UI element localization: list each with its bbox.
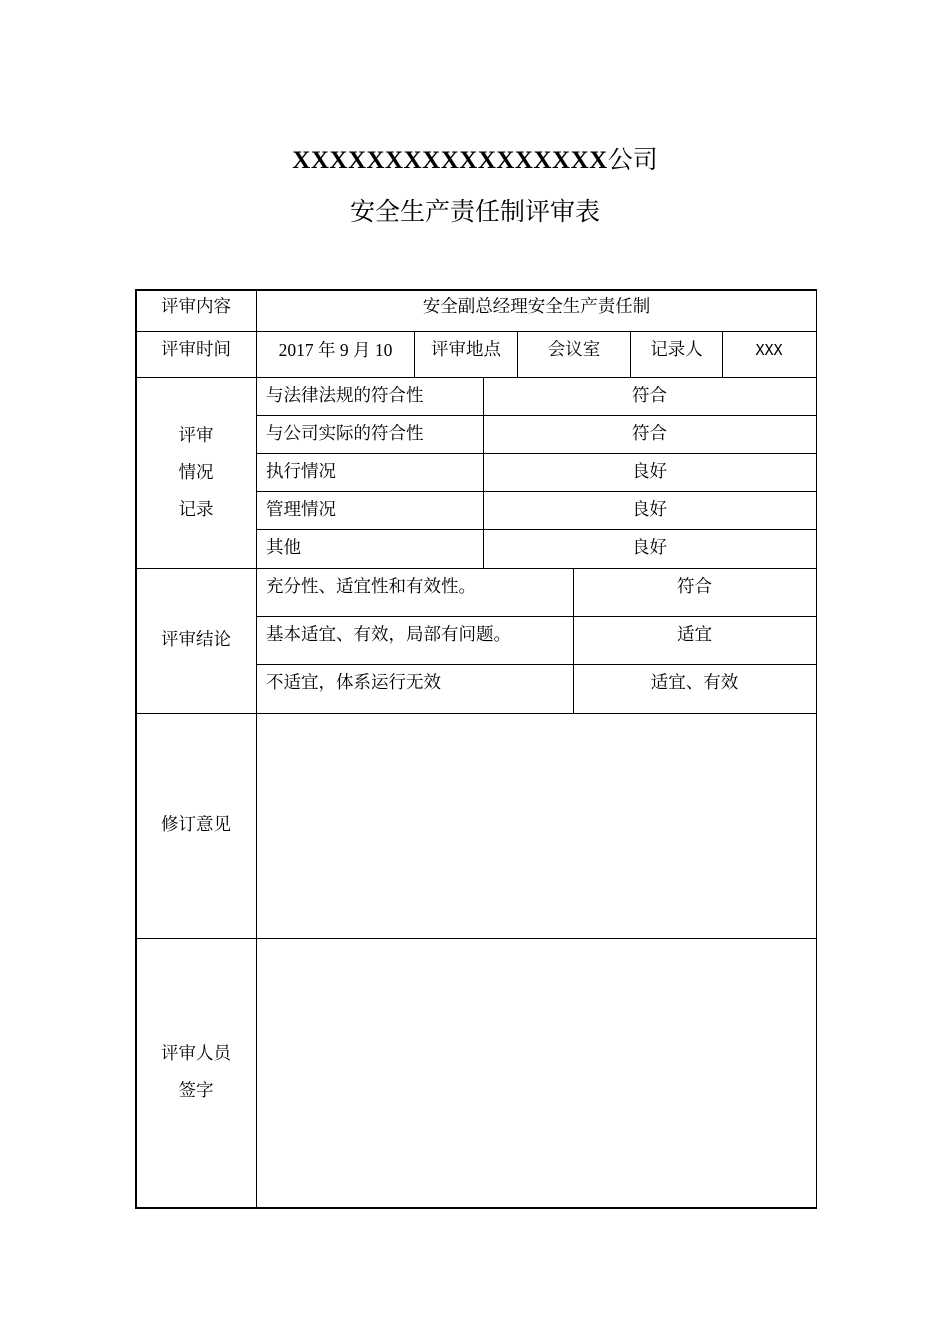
record-item: 执行情况 bbox=[266, 462, 336, 482]
table-border bbox=[135, 289, 817, 291]
time-value: 2017 年 9 月 10 bbox=[278, 340, 393, 360]
place-label: 评审地点 bbox=[431, 340, 501, 360]
revision-label: 修订意见 bbox=[161, 815, 231, 835]
signature-label-line2: 签字 bbox=[178, 1081, 214, 1101]
record-result: 良好 bbox=[632, 500, 667, 520]
record-label-line1: 评审 bbox=[178, 426, 214, 446]
signature-field[interactable] bbox=[257, 939, 815, 1207]
table-border bbox=[256, 415, 817, 416]
record-result: 符合 bbox=[632, 424, 667, 444]
conclusion-item: 充分性、适宜性和有效性。 bbox=[266, 577, 476, 597]
record-label-line3: 记录 bbox=[178, 500, 214, 520]
recorder-label: 记录人 bbox=[650, 340, 703, 360]
conclusion-item: 基本适宜、有效，局部有问题。 bbox=[266, 625, 511, 645]
record-result: 符合 bbox=[632, 386, 667, 406]
record-result: 良好 bbox=[632, 462, 667, 482]
record-item: 与法律法规的符合性 bbox=[266, 386, 424, 406]
time-label: 评审时间 bbox=[161, 340, 231, 360]
table-border bbox=[256, 616, 817, 617]
record-item: 管理情况 bbox=[266, 500, 336, 520]
record-result: 良好 bbox=[632, 538, 667, 558]
place-value: 会议室 bbox=[547, 340, 601, 360]
form-title: 安全生产责任制评审表 bbox=[349, 197, 600, 226]
conclusion-result: 适宜 bbox=[677, 625, 712, 645]
table-border bbox=[256, 529, 817, 530]
record-label-line2: 情况 bbox=[178, 463, 214, 483]
company-code: XXXXXXXXXXXXXXXXX bbox=[292, 147, 608, 174]
record-item: 与公司实际的符合性 bbox=[266, 424, 424, 444]
table-border bbox=[256, 453, 817, 454]
table-border bbox=[135, 377, 817, 378]
signature-label-line1: 评审人员 bbox=[161, 1044, 231, 1064]
conclusion-result: 符合 bbox=[677, 577, 712, 597]
record-item: 其他 bbox=[266, 538, 301, 558]
table-border bbox=[256, 664, 817, 665]
table-border bbox=[135, 1207, 817, 1209]
table-border bbox=[135, 331, 817, 332]
content-label: 评审内容 bbox=[161, 297, 231, 317]
table-border bbox=[256, 491, 817, 492]
company-suffix: 公司 bbox=[607, 145, 658, 174]
company-title bbox=[0, 140, 950, 176]
table-border bbox=[135, 568, 817, 569]
conclusion-item: 不适宜，体系运行无效 bbox=[266, 673, 441, 693]
recorder-value: XXX bbox=[755, 341, 783, 359]
conclusion-result: 适宜、有效 bbox=[650, 673, 739, 693]
table-border bbox=[816, 289, 818, 1209]
revision-field[interactable] bbox=[257, 714, 815, 938]
content-value: 安全副总经理安全生产责任制 bbox=[422, 297, 651, 317]
conclusion-label: 评审结论 bbox=[161, 630, 231, 650]
